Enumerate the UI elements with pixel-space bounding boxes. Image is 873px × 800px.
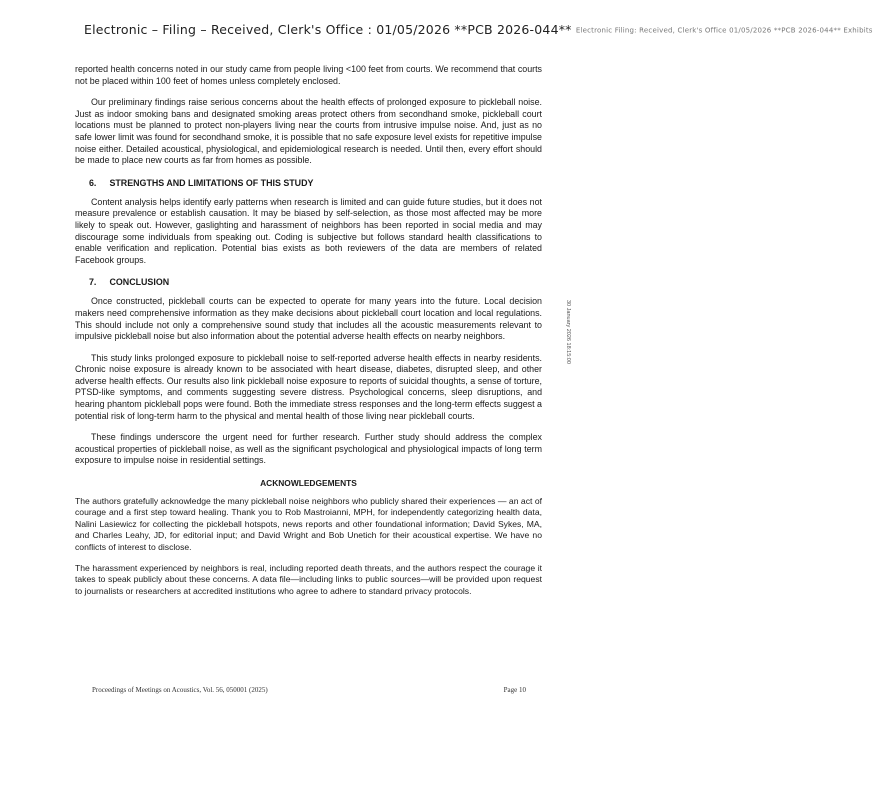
filing-stamp-faded: Electronic Filing: Received, Clerk's Office 01/05/2026 **PCB 2026-044** Exhibits <box>575 26 873 35</box>
page-footer <box>92 686 526 694</box>
page-body <box>75 64 542 597</box>
paragraph-decision-makers: Once constructed, pickleball courts can be expected to operate for many years into the future. Local decision makers need comprehensive information as they make decisions about pickleball court location and local regulations. This should include not only a comprehensive sound study that includes all the acoustic measurements relevant to impulsive pickleball noise but also information about the potential adverse health effects on nearby neighbors. <box>75 296 542 342</box>
section-heading-strengths <box>75 178 542 188</box>
footer-citation: Proceedings of Meetings on Acoustics, Vol. 56, 050001 (2025) <box>92 686 268 694</box>
paragraph-health-distance: reported health concerns noted in our study came from people living <100 feet from courts. We recommend that courts not be placed within 100 feet of homes unless completely enclosed. <box>75 64 542 86</box>
section-number: 6. <box>89 177 97 188</box>
paragraph-further-research: These findings underscore the urgent need for further research. Further study should address the complex acoustical properties of pickleball noise, as well as the significant psychological and physiological impacts of long term exposure to impulse noise in residential settings. <box>75 432 542 466</box>
filing-stamp <box>84 22 873 37</box>
page-number: Page 10 <box>503 686 526 694</box>
acknowledgements-heading: ACKNOWLEDGEMENTS <box>260 478 357 489</box>
paragraph-content-analysis: Content analysis helps identify early patterns when research is limited and can guide future studies, but it does not measure prevalence or establish causation. It may be biased by self-selection, as those most affected may be more likely to speak out. However, gaslighting and harassment of neighbors has been reported in social media and may discourage some individuals from speaking out. Coding is subjective but follows standard health classifications to enable verification and replication. Potential bias exists as both reviewers of the data are members of related Facebook groups. <box>75 196 542 265</box>
acknowledgements-paragraph: The authors gratefully acknowledge the many pickleball noise neighbors who publicly shared their experiences — an act of courage and a first step toward healing. Thank you to Rob Mastroianni, MPH, for independently categorizing health data, Nalini Lasiewicz for collecting the pickleball hotspots, news reports and other foundational information; David Sykes, MA, and Charles Leahy, JD, for editorial input; and David Wright and Bob Unetich for their acoustical expertise. We have no conflicts of interest to disclose. <box>75 496 542 552</box>
section-number: 7. <box>89 277 97 288</box>
privacy-paragraph: The harassment experienced by neighbors is real, including reported death threats, and the authors respect the courage it takes to speak publicly about these concerns. A data file—including links to public sources—will be provided upon request to journalists or researchers at accredited institutions who agree to adhere to standard privacy protocols. <box>75 563 542 596</box>
filing-stamp-text: Electronic – Filing – Received, Clerk's Office : 01/05/2026 **PCB 2026-044** <box>84 22 572 37</box>
side-margin-note: 30 January 2026 18:15:00 <box>565 300 571 364</box>
section-heading-conclusion <box>75 277 542 287</box>
section-title: STRENGTHS AND LIMITATIONS OF THIS STUDY <box>109 177 314 188</box>
paragraph-preliminary-findings: Our preliminary findings raise serious concerns about the health effects of prolonged exposure to pickleball noise. Just as indoor smoking bans and designated smoking areas protect others from secondhand smoke, pickleball court locations must be planned to protect non-players living near the courts from intrusive impulse noise. And, just as no safe lower limit was found for secondhand smoke, it is possible that no safe exposure level exists for repetitive impulse noise either. Detailed acoustical, physiological, and epidemiological research is needed. Until then, every effort should be made to place new courts as far from homes as possible. <box>75 97 542 166</box>
paragraph-study-links: This study links prolonged exposure to pickleball noise to self-reported adverse health effects in nearby residents. Chronic noise exposure is already known to be associated with heart disease, diabetes, disrupted sleep, and other adverse health effects. Our results also link pickleball noise exposure to reports of suicidal thoughts, a sense of torture, PTSD-like symptoms, and comments suggesting severe distress. Psychological concerns, sleep disruptions, and hearing phantom pickleball pops were found. Both the immediate stress responses and the long-term effects suggest a potential risk of long-term harm to the physical and mental health of those living near pickleball courts. <box>75 352 542 421</box>
section-title: CONCLUSION <box>109 277 170 288</box>
